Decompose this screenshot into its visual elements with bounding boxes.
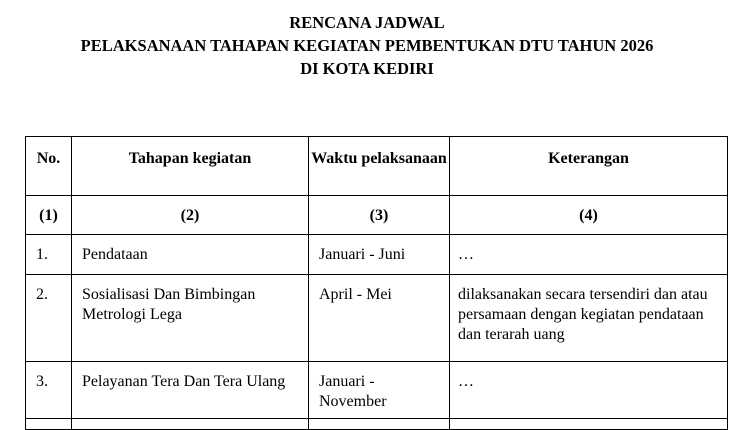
- column-number: (4): [450, 196, 728, 235]
- column-number: (3): [309, 196, 450, 235]
- row-time: April - Mei: [309, 275, 450, 362]
- row-notes: …: [450, 362, 728, 419]
- row-number: 1.: [26, 235, 72, 275]
- row-notes: …: [450, 235, 728, 275]
- row-time: Januari - Juni: [309, 235, 450, 275]
- row-activity: Sosialisasi Dan Bimbingan Metrologi Lega: [72, 275, 309, 362]
- row-time: Januari - November: [309, 362, 450, 419]
- empty-cell: [450, 419, 728, 430]
- row-number: 3.: [26, 362, 72, 419]
- row-number: 2.: [26, 275, 72, 362]
- header-activity: Tahapan kegiatan: [72, 137, 309, 196]
- table-header-row: [26, 137, 728, 196]
- header-no: No.: [26, 137, 72, 196]
- table-row: [26, 362, 728, 419]
- table-row: [26, 275, 728, 362]
- column-number: (2): [72, 196, 309, 235]
- header-notes: Keterangan: [450, 137, 728, 196]
- row-activity: Pendataan: [72, 235, 309, 275]
- empty-cell: [72, 419, 309, 430]
- empty-cell: [309, 419, 450, 430]
- schedule-table: [25, 136, 728, 430]
- row-activity: Pelayanan Tera Dan Tera Ulang: [72, 362, 309, 419]
- document-subtitle: PELAKSANAAN TAHAPAN KEGIATAN PEMBENTUKAN DTU TAHUN 2026: [80, 36, 654, 55]
- column-number: (1): [26, 196, 72, 235]
- header-time: Waktu pelaksanaan: [309, 137, 450, 196]
- document-title: RENCANA JADWAL: [289, 13, 445, 32]
- empty-cell: [26, 419, 72, 430]
- row-notes: dilaksanakan secara tersendiri dan atau persamaan dengan kegiatan pendataan dan terarah uang: [450, 275, 728, 362]
- table-row: [26, 235, 728, 275]
- table-row-empty: [26, 419, 728, 430]
- column-number-row: [26, 196, 728, 235]
- document-location: DI KOTA KEDIRI: [300, 59, 434, 78]
